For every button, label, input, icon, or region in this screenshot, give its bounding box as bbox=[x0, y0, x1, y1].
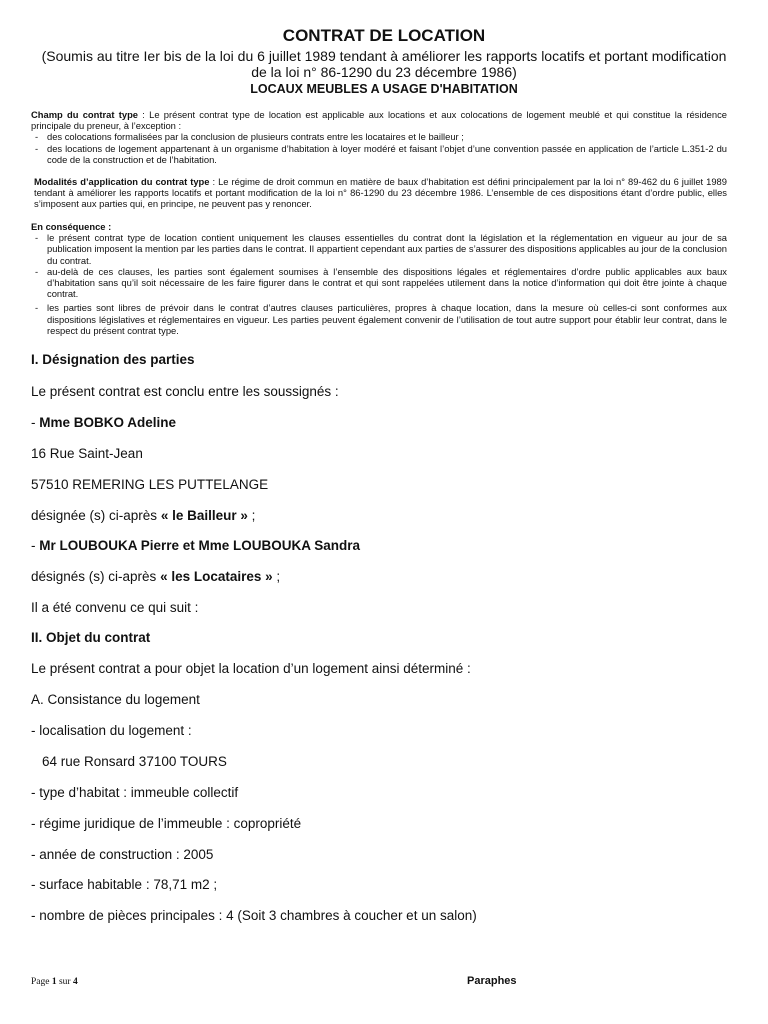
bailleur-prefix: - bbox=[31, 415, 40, 430]
subtitle-line-1: (Soumis au titre Ier bis de la loi du 6 juillet 1989 tendant à améliorer les rapports locatifs et portant modification bbox=[41, 48, 727, 64]
page-label: Page bbox=[31, 977, 52, 987]
designation-role: « les Locataires » bbox=[160, 569, 273, 584]
list-item: - le présent contrat type de location contient uniquement les clauses essentielles du contrat dont la législation et la réglementation en vigueur au jour de sa publication imposent la mention par les parties dans le contrat. Il appartient cependant aux parties de s’assurer des dispositions applicables au jour de la conclusion du contrat. bbox=[31, 232, 727, 266]
designation-role: « le Bailleur » bbox=[160, 508, 248, 523]
convenu-line: Il a été convenu ce qui suit : bbox=[31, 600, 199, 615]
modalites-paragraph bbox=[34, 176, 727, 210]
consequence-label: En conséquence : bbox=[31, 221, 112, 232]
nombre-pieces: - nombre de pièces principales : 4 (Soit 3 chambres à coucher et un salon) bbox=[31, 908, 477, 923]
consequence-list bbox=[31, 232, 727, 336]
list-item: - des locations de logement appartenant à un organisme d’habitation à loyer modéré et faisant l’objet d’une convention passée en application de l’article L.351-2 du code de la construction et de l’habitation. bbox=[31, 143, 727, 165]
consistance-heading: A. Consistance du logement bbox=[31, 692, 200, 707]
document-title: CONTRAT DE LOCATION bbox=[282, 26, 486, 45]
consequence-paragraph bbox=[31, 221, 727, 336]
designation-text: désignés (s) ci-après bbox=[31, 569, 161, 584]
annee-construction: - année de construction : 2005 bbox=[31, 847, 214, 862]
document-header bbox=[28, 26, 740, 97]
champ-label: Champ du contrat type bbox=[31, 109, 139, 120]
designation-end: ; bbox=[272, 569, 281, 584]
objet-intro: Le présent contrat a pour objet la location d’un logement ainsi déterminé : bbox=[31, 661, 471, 676]
champ-text: : Le présent contrat type de location est applicable aux locations et aux colocations de logement meublé et qui constitue la résidence principale du preneur, à l’exception : bbox=[31, 109, 728, 132]
champ-list bbox=[31, 131, 727, 165]
locataires-name: Mr LOUBOUKA Pierre et Mme LOUBOUKA Sandra bbox=[39, 538, 361, 553]
modalites-text: : Le régime de droit commun en matière de baux d’habitation est défini principalement par la loi n° 89-462 du 6 juillet 1989 tendant à améliorer les rapports locatifs et portant modification de la loi n° 86-1290 du 23 décembre 1986. L’ensemble de ces dispositions étant d’ordre public, elles s’imposent aux parties qui, en principe, ne peuvent pas y renoncer. bbox=[34, 176, 727, 210]
designation-end: ; bbox=[247, 508, 256, 523]
paraphes-label: Paraphes bbox=[467, 975, 517, 987]
type-habitat: - type d’habitat : immeuble collectif bbox=[31, 785, 239, 800]
list-item: - des colocations formalisées par la conclusion de plusieurs contrats entre les locataires et le bailleur ; bbox=[31, 131, 727, 142]
locataires-line bbox=[31, 537, 360, 554]
bailleur-name: Mme BOBKO Adeline bbox=[39, 415, 177, 430]
bailleur-address-city: 57510 REMERING LES PUTTELANGE bbox=[31, 477, 269, 492]
champ-paragraph bbox=[31, 109, 727, 165]
localisation-label: - localisation du logement : bbox=[31, 723, 192, 738]
list-item: - au-delà de ces clauses, les parties sont également soumises à l’ensemble des dispositions légales et réglementaires d’ordre public applicables aux baux d’habitation sans qu’il soit nécessaire de les faire figurer dans le contrat et qui sont rappelées utilement dans la notice d’information qui doit être jointe à chaque contrat. bbox=[31, 266, 727, 300]
regime-juridique: - régime juridique de l’immeuble : copropriété bbox=[31, 816, 302, 831]
page-number bbox=[31, 977, 78, 987]
page-current: 1 bbox=[51, 977, 57, 987]
bailleur-address-street: 16 Rue Saint-Jean bbox=[31, 446, 143, 461]
locataires-prefix: - bbox=[31, 538, 40, 553]
bailleur-line bbox=[31, 414, 176, 431]
bailleur-designation bbox=[31, 507, 255, 524]
document-subtitle-bold: LOCAUX MEUBLES A USAGE D'HABITATION bbox=[250, 82, 518, 96]
locataires-designation bbox=[31, 568, 280, 585]
page-sur: sur bbox=[56, 977, 73, 987]
surface-habitable: - surface habitable : 78,71 m2 ; bbox=[31, 877, 218, 892]
parties-intro: Le présent contrat est conclu entre les soussignés : bbox=[31, 384, 339, 399]
localisation-value: 64 rue Ronsard 37100 TOURS bbox=[42, 754, 227, 769]
page-total: 4 bbox=[72, 977, 78, 987]
section-2-heading: II. Objet du contrat bbox=[31, 630, 151, 645]
section-1-heading: I. Désignation des parties bbox=[31, 352, 195, 367]
document-subtitle bbox=[28, 48, 740, 80]
modalites-label: Modalités d’application du contrat type bbox=[34, 176, 210, 187]
designation-text: désignée (s) ci-après bbox=[31, 508, 161, 523]
subtitle-line-2: de la loi n° 86-1290 du 23 décembre 1986) bbox=[251, 64, 517, 80]
list-item: - les parties sont libres de prévoir dans le contrat d’autres clauses particulières, propres à chaque location, dans la mesure où celles-ci sont conformes aux dispositions législatives et réglementaires en vigueur. Les parties peuvent également convenir de l’utilisation de tout autre support pour établir leur contrat, dans le respect du présent contrat type. bbox=[31, 302, 727, 336]
